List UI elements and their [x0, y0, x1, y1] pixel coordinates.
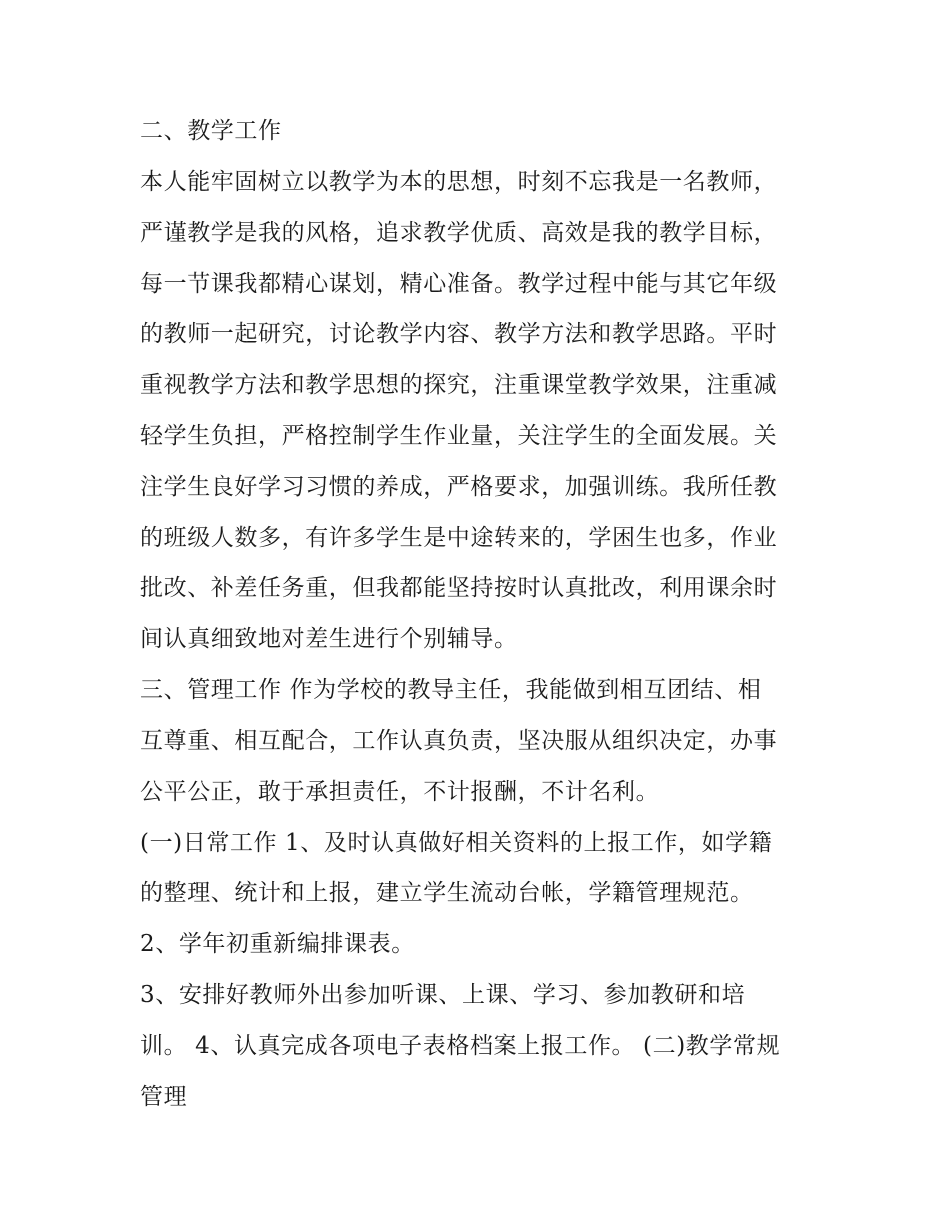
text-line: 注学生良好学习习惯的养成，严格要求，加强训练。我所任教 — [140, 474, 778, 500]
text-line: 3、安排好教师外出参加听课、上课、学习、参加教研和培 — [140, 982, 746, 1008]
text-line: 互尊重、相互配合，工作认真负责，坚决服从组织决定，办事 — [140, 728, 778, 754]
text-line: 严谨教学是我的风格，追求教学优质、高效是我的教学目标， — [140, 220, 778, 246]
text-line: 间认真细致地对差生进行个别辅导。 — [140, 626, 518, 652]
text-line: 轻学生负担，严格控制学生作业量，关注学生的全面发展。关 — [140, 423, 778, 449]
text-line: 重视教学方法和教学思想的探究，注重课堂教学效果，注重减 — [140, 372, 778, 398]
text-line: 的教师一起研究，讨论教学内容、教学方法和教学思路。平时 — [140, 321, 778, 347]
text-line: 的整理、统计和上报，建立学生流动台帐，学籍管理规范。 — [140, 880, 754, 906]
text-line: 公平公正，敢于承担责任，不计报酬，不计名利。 — [140, 779, 660, 805]
text-line: (一)日常工作 1、及时认真做好相关资料的上报工作，如学籍 — [140, 830, 773, 856]
text-line: 的班级人数多，有许多学生是中途转来的，学困生也多，作业 — [140, 525, 778, 551]
text-line: 批改、补差任务重，但我都能坚持按时认真批改，利用课余时 — [140, 575, 778, 601]
text-line: 2、学年初重新编排课表。 — [140, 931, 415, 957]
text-line: 本人能牢固树立以教学为本的思想，时刻不忘我是一名教师， — [140, 169, 778, 195]
text-line: 训。 4、认真完成各项电子表格档案上报工作。 (二)教学常规 — [140, 1033, 781, 1059]
section-heading-teaching: 二、教学工作 — [140, 118, 282, 144]
section-heading-management: 三、管理工作 作为学校的教导主任，我能做到相互团结、相 — [140, 677, 762, 703]
text-line: 每一节课我都精心谋划，精心准备。教学过程中能与其它年级 — [140, 271, 778, 297]
text-line: 管理 — [140, 1084, 188, 1110]
